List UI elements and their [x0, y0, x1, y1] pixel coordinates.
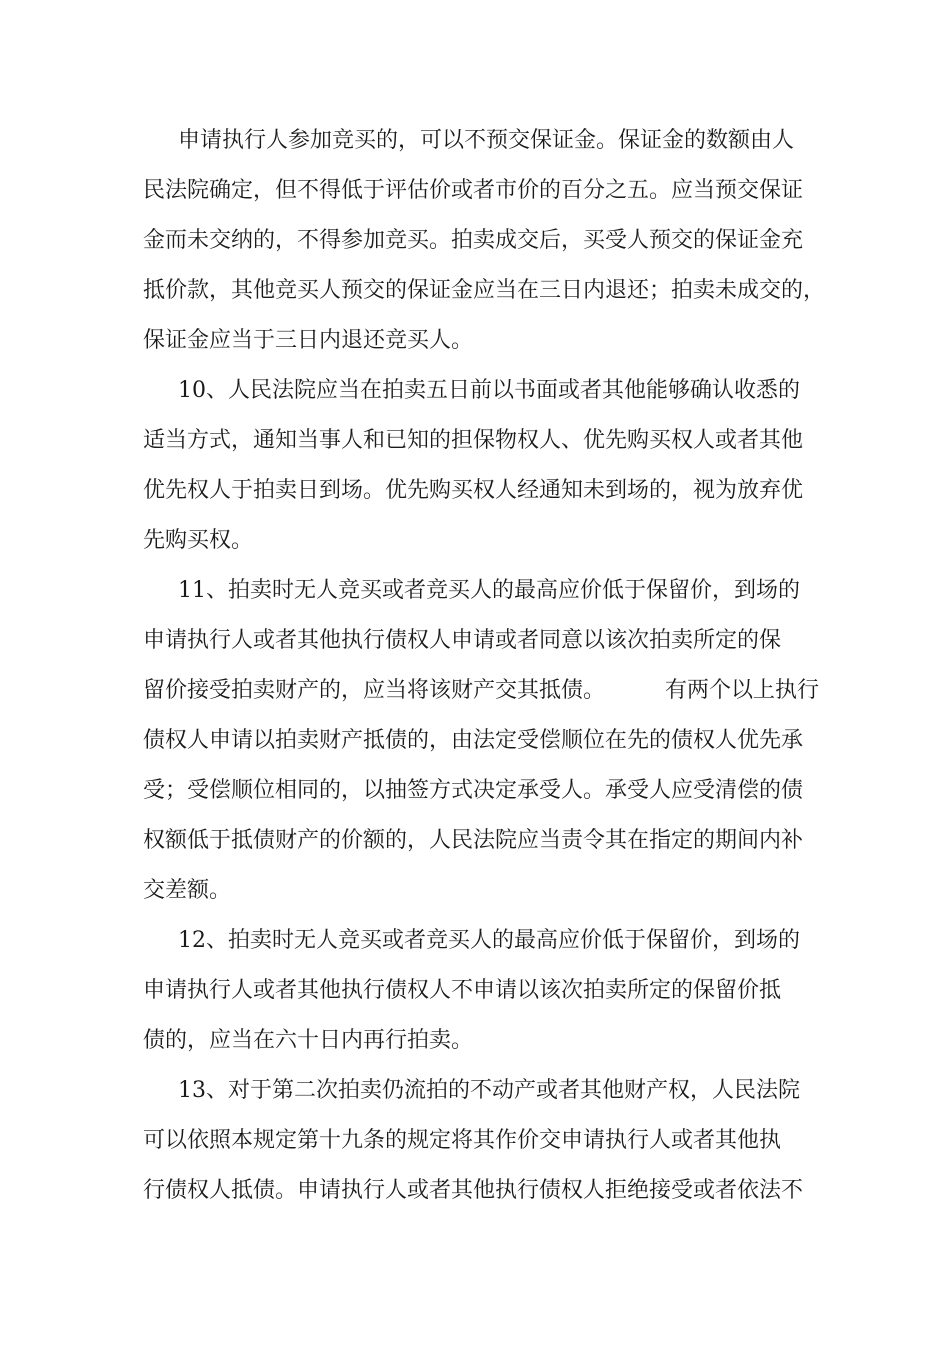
- text-line: 申请执行人或者其他执行债权人申请或者同意以该次拍卖所定的保: [143, 628, 782, 653]
- text-line: 交差额。: [143, 878, 232, 903]
- paragraph-12: [143, 916, 813, 1066]
- text-line: 保证金应当于三日内退还竞买人。: [143, 328, 474, 353]
- text-line: 优先权人于拍卖日到场。优先购买权人经通知未到场的，视为放弃优: [143, 478, 804, 503]
- text-line: 先购买权。: [143, 528, 254, 553]
- text-line: [143, 666, 820, 716]
- text-line: 行债权人抵债。申请执行人或者其他执行债权人拒绝接受或者依法不: [143, 1178, 804, 1203]
- paragraph-13: [143, 1066, 813, 1216]
- text-line: 13、对于第二次拍卖仍流拍的不动产或者其他财产权，人民法院: [178, 1078, 800, 1103]
- text-line: 债的，应当在六十日内再行拍卖。: [143, 1028, 474, 1053]
- text-segment: 有两个以上执行: [665, 678, 820, 703]
- text-line: 11、拍卖时无人竞买或者竞买人的最高应价低于保留价，到场的: [178, 578, 800, 603]
- text-line: 10、人民法院应当在拍卖五日前以书面或者其他能够确认收悉的: [178, 378, 800, 403]
- text-line: 权额低于抵债财产的价额的，人民法院应当责令其在指定的期间内补: [143, 828, 804, 853]
- text-line: 申请执行人参加竞买的，可以不预交保证金。保证金的数额由人: [178, 128, 795, 153]
- text-line: 适当方式，通知当事人和已知的担保物权人、优先购买权人或者其他: [143, 428, 804, 453]
- paragraph-11: [143, 566, 820, 916]
- text-line: 可以依照本规定第十九条的规定将其作价交申请执行人或者其他执: [143, 1128, 782, 1153]
- text-line: 抵价款，其他竞买人预交的保证金应当在三日内退还；拍卖未成交的，: [143, 278, 826, 303]
- text-line: 12、拍卖时无人竞买或者竞买人的最高应价低于保留价，到场的: [178, 928, 800, 953]
- text-line: 金而未交纳的，不得参加竞买。拍卖成交后，买受人预交的保证金充: [143, 228, 804, 253]
- text-line: 申请执行人或者其他执行债权人不申请以该次拍卖所定的保留价抵: [143, 978, 782, 1003]
- text-line: 受；受偿顺位相同的，以抽签方式决定承受人。承受人应受清偿的债: [143, 778, 804, 803]
- text-line: 债权人申请以拍卖财产抵债的，由法定受偿顺位在先的债权人优先承: [143, 728, 804, 753]
- text-line: 民法院确定，但不得低于评估价或者市价的百分之五。应当预交保证: [143, 178, 804, 203]
- paragraph-10: [143, 366, 813, 566]
- paragraph-deposit: [143, 116, 826, 366]
- text-segment: 留价接受拍卖财产的，应当将该财产交其抵债。: [143, 678, 606, 703]
- document-body: [143, 116, 826, 1216]
